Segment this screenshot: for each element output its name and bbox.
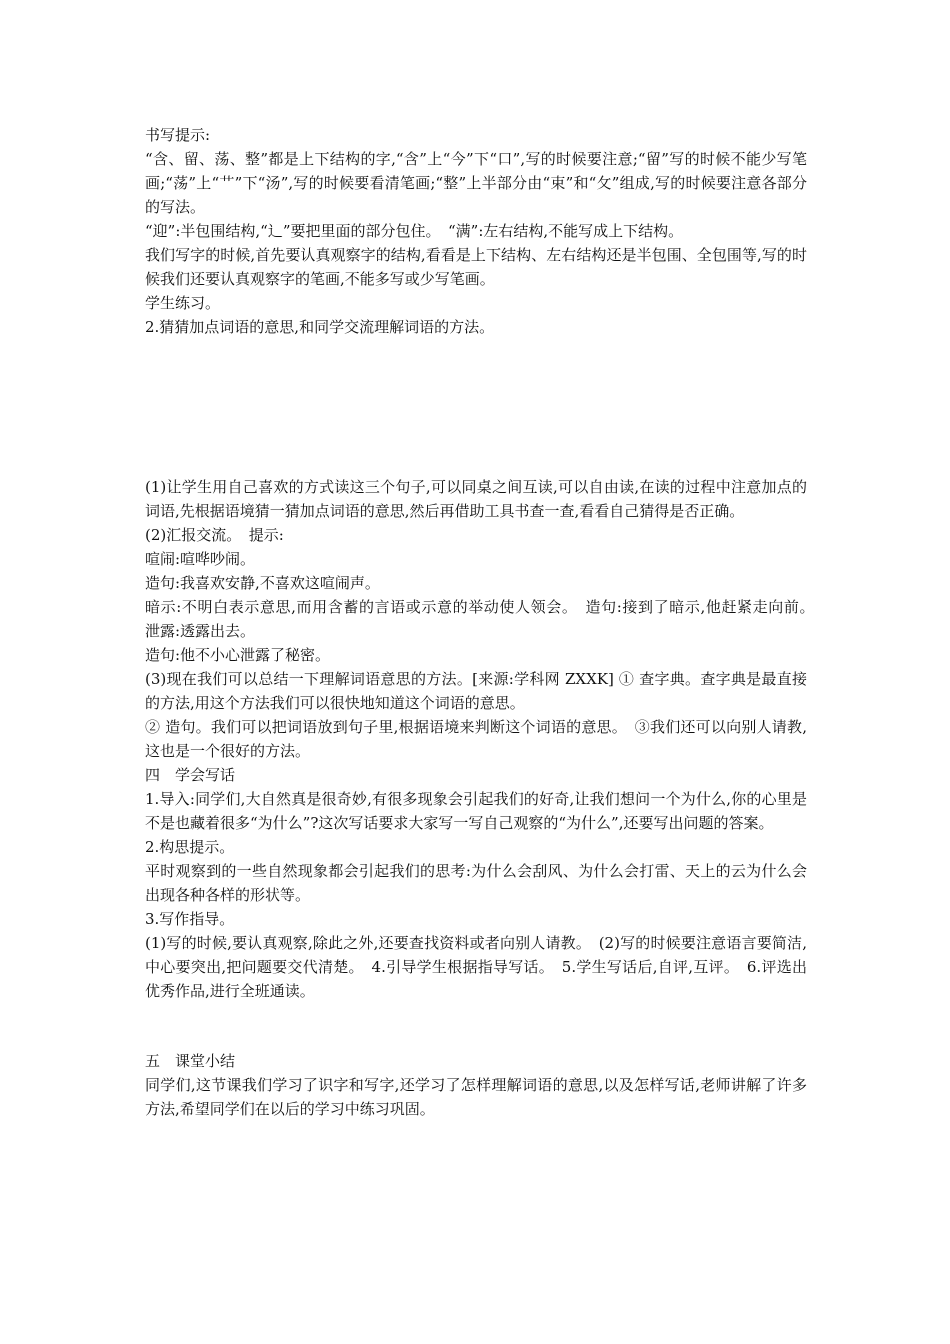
paragraph: 1.导入:同学们,大自然真是很奇妙,有很多现象会引起我们的好奇,让我们想问一个为什么,你的心里是不是也藏着很多“为什么”?这次写话要求大家写一写自己观察的“为什么”,还要写出问题的答案。	[145, 790, 807, 832]
word-meaning-section	[145, 475, 823, 763]
paragraph: 造句:我喜欢安静,不喜欢这喧闹声。	[145, 574, 380, 592]
paragraph: 造句:他不小心泄露了秘密。	[145, 646, 331, 664]
section-five	[145, 1049, 807, 1121]
paragraph: 平时观察到的一些自然现象都会引起我们的思考:为什么会刮风、为什么会打雷、天上的云为什么会出现各种各样的形状等。	[145, 862, 807, 904]
section-heading: 四 学会写话	[145, 766, 236, 784]
paragraph: (2)汇报交流。 提示:	[145, 526, 284, 544]
paragraph: 3.写作指导。	[145, 910, 235, 928]
paragraph: (1)让学生用自己喜欢的方式读这三个句子,可以同桌之间互读,可以自由读,在读的过程中注意加点的词语,先根据语境猜一猜加点词语的意思,然后再借助工具书查一查,看看自己猜得是否正确。	[145, 478, 807, 520]
document-page	[145, 123, 823, 1121]
paragraph: 学生练习。	[145, 294, 221, 312]
paragraph: ② 造句。我们可以把词语放到句子里,根据语境来判断这个词语的意思。 ③我们还可以向别人请教,这也是一个很好的方法。	[145, 718, 807, 760]
paragraph: “迎”:半包围结构,“辶”要把里面的部分包住。 “满”:左右结构,不能写成上下结构。	[145, 222, 684, 240]
paragraph: 暗示:不明白表示意思,而用含蓄的言语或示意的举动使人领会。 造句:接到了暗示,他赶紧走向前。 泄露:透露出去。	[145, 598, 823, 640]
section-four	[145, 763, 807, 1003]
writing-tips-section	[145, 123, 807, 339]
paragraph: 同学们,这节课我们学习了识字和写字,还学习了怎样理解词语的意思,以及怎样写话,老师讲解了许多方法,希望同学们在以后的学习中练习巩固。	[145, 1076, 807, 1118]
paragraph: (1)写的时候,要认真观察,除此之外,还要查找资料或者向别人请教。 (2)写的时候要注意语言要简洁,中心要突出,把问题要交代清楚。 4.引导学生根据指导写话。 5.学生写话后,自评,互评。 6.评选出优秀作品,进行全班通读。	[145, 934, 807, 1000]
paragraph: 2.猜猜加点词语的意思,和同学交流理解词语的方法。	[145, 318, 495, 336]
section-heading: 五 课堂小结	[145, 1052, 236, 1070]
blank-space	[145, 1003, 807, 1049]
paragraph: 2.构思提示。	[145, 838, 235, 856]
paragraph: 我们写字的时候,首先要认真观察字的结构,看看是上下结构、左右结构还是半包围、全包围等,写的时候我们还要认真观察字的笔画,不能多写或少写笔画。	[145, 246, 807, 288]
paragraph: “含、留、荡、整”都是上下结构的字,“含”上“今”下“口”,写的时候要注意;“留”写的时候不能少写笔画;“荡”上“艹”下“汤”,写的时候要看清笔画;“整”上半部分由“束”和“攵”组成,写的时候要注意各部分的写法。	[145, 150, 807, 216]
paragraph: (3)现在我们可以总结一下理解词语意思的方法。[来源:学科网 ZXXK] ① 查字典。查字典是最直接的方法,用这个方法我们可以很快地知道这个词语的意思。	[145, 670, 807, 712]
blank-space	[145, 339, 807, 475]
writing-tips-heading: 书写提示:	[145, 126, 211, 144]
paragraph: 喧闹:喧哗吵闹。	[145, 550, 256, 568]
